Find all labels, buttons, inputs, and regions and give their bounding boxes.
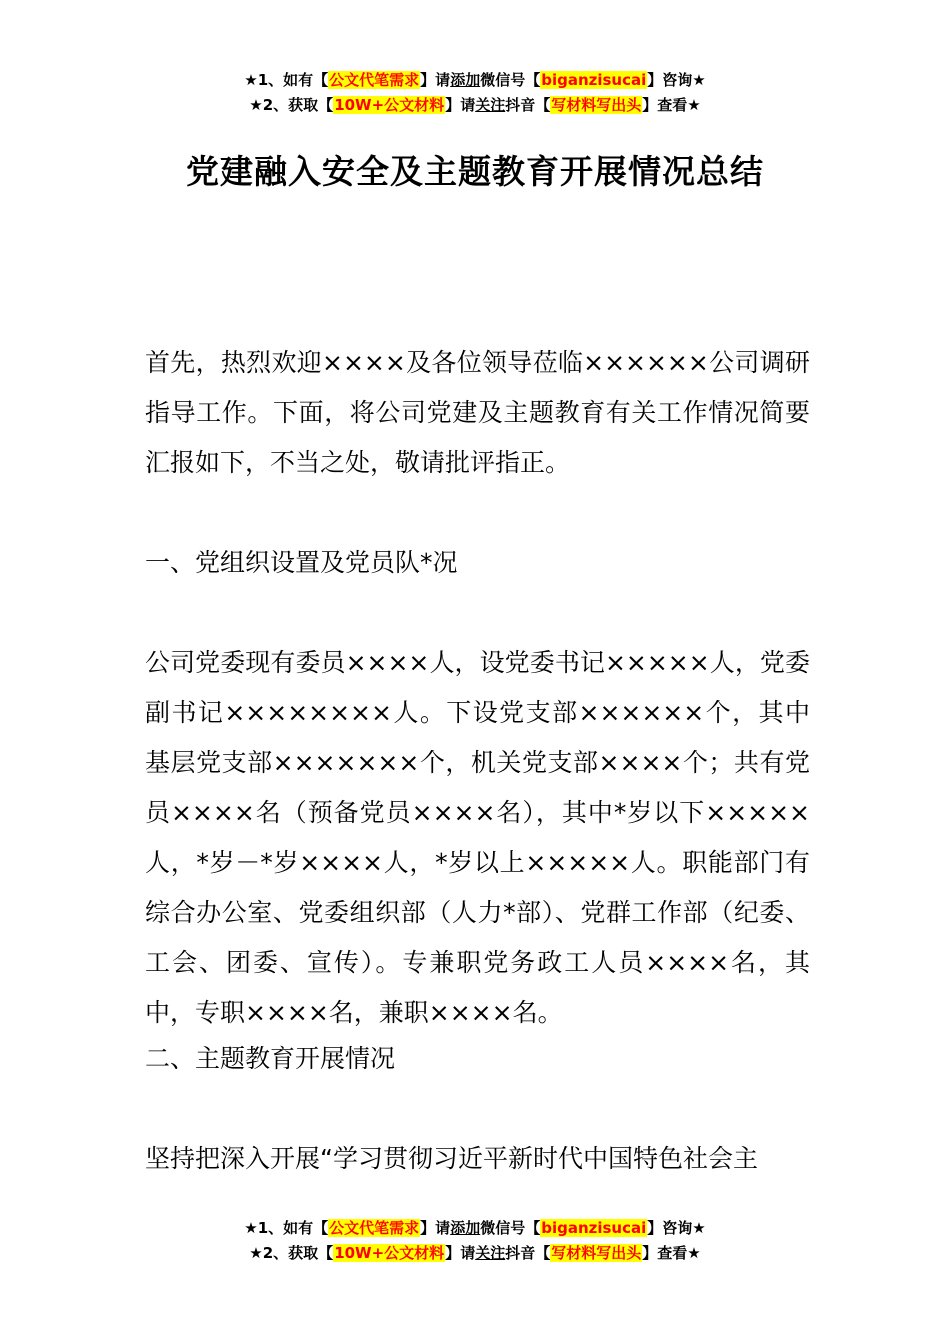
promo-underlined: 关注: [475, 1244, 506, 1262]
promo-text: ★1、如有【: [244, 1219, 329, 1237]
section2-paragraph: 坚持把深入开展“学习贯彻习近平新时代中国特色社会主: [145, 1144, 758, 1173]
promo-text: 】咨询★: [647, 1219, 706, 1237]
promo-text: 】请: [445, 1244, 476, 1262]
promo-underlined: 添加: [450, 71, 481, 89]
section2-heading-block: [145, 1034, 810, 1084]
promo-highlight-wechat: biganzisucai: [541, 1219, 647, 1237]
promo-text: 微信号【: [480, 71, 541, 89]
promo-highlight: 公文代笔需求: [329, 71, 420, 89]
promo-highlight: 公文代笔需求: [329, 1219, 420, 1237]
intro-section: [145, 338, 810, 488]
promo-text: 】查看★: [642, 1244, 701, 1262]
promo-underlined: 关注: [475, 96, 506, 114]
promo-text: ★1、如有【: [244, 71, 329, 89]
promo-line-1: [0, 68, 950, 93]
promo-text: 微信号【: [480, 1219, 541, 1237]
intro-paragraph: 首先，热烈欢迎××××及各位领导莅临××××××公司调研指导工作。下面，将公司党建及主题教育有关工作情况简要汇报如下，不当之处，敬请批评指正。: [145, 348, 810, 477]
section2-heading: 二、主题教育开展情况: [145, 1044, 396, 1073]
promo-highlight-douyin: 写材料写出头: [551, 1244, 642, 1262]
section1-body-block: [145, 638, 810, 1038]
section1-heading-block: [145, 538, 810, 588]
section1-heading: 一、党组织设置及党员队*况: [145, 548, 458, 577]
promo-text: 抖音【: [505, 1244, 551, 1262]
promo-highlight: 10W+公文材料: [334, 96, 445, 114]
promo-text: 】咨询★: [647, 71, 706, 89]
section1-paragraph: 公司党委现有委员××××人，设党委书记×××××人，党委副书记××××××××人。下设党支部××××××个，其中基层党支部×××××××个，机关党支部××××个；共有党员××××名（预备党员××××名），其中*岁以下×××××人，*岁－*岁××××人，*岁以上×××××人。职能部门有综合办公室、党委组织部（人力*部）、党群工作部（纪委、工会、团委、宣传）。专兼职党务政工人员××××名，其中，专职××××名，兼职××××名。: [145, 648, 810, 1027]
promo-line-2: [0, 1241, 950, 1266]
promo-line-2: [0, 93, 950, 118]
section2-body-block: [145, 1134, 810, 1184]
promo-highlight-douyin: 写材料写出头: [551, 96, 642, 114]
promo-highlight-wechat: biganzisucai: [541, 71, 647, 89]
promo-text: 】请: [420, 71, 451, 89]
promo-text: 】查看★: [642, 96, 701, 114]
promo-text: 】请: [445, 96, 476, 114]
top-promo-banner: [0, 68, 950, 118]
promo-text: ★2、获取【: [249, 96, 334, 114]
promo-text: 抖音【: [505, 96, 551, 114]
promo-text: 】请: [420, 1219, 451, 1237]
promo-underlined: 添加: [450, 1219, 481, 1237]
bottom-promo-banner: [0, 1216, 950, 1266]
promo-text: ★2、获取【: [249, 1244, 334, 1262]
promo-line-1: [0, 1216, 950, 1241]
promo-highlight: 10W+公文材料: [334, 1244, 445, 1262]
document-title: 党建融入安全及主题教育开展情况总结: [186, 152, 764, 191]
